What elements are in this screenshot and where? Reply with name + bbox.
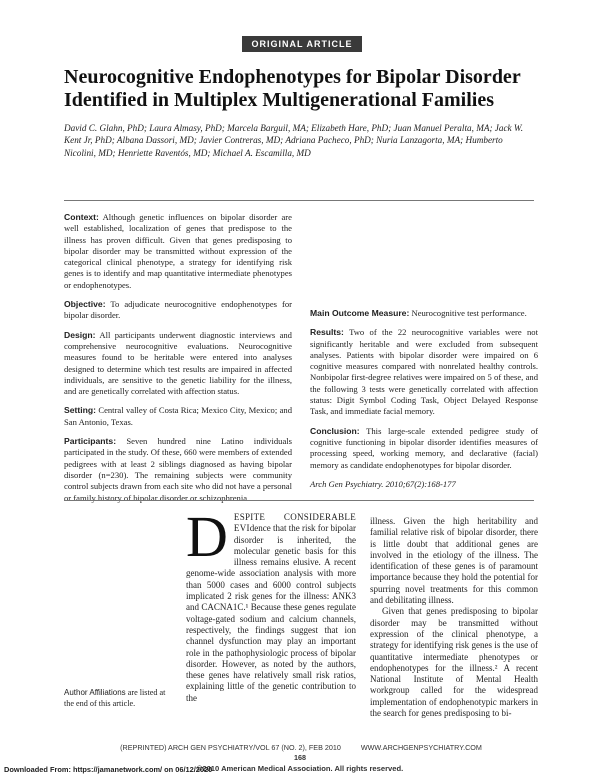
abstract-context-head: Context: bbox=[64, 212, 99, 222]
abstract-bottom-rule bbox=[64, 500, 534, 501]
abstract-participants-text: Seven hundred nine Latino individuals participated in the study. Of these, 660 were members of extended pedigrees with at least 2 siblings diagnosed as having bipolar disorder (n=230). The remaining subjects were community control subjects drawn from each site who did not have a personal or family history of bipolar disorder or schizophrenia. bbox=[64, 436, 292, 503]
author-list: David C. Glahn, PhD; Laura Almasy, PhD; Marcela Barguil, MA; Elizabeth Hare, PhD; Juan Manuel Peralta, MA; Jack W. Kent Jr, PhD; Albana Dassori, MD; Javier Contreras, MD; Adriana Pacheco, PhD; Nuria Lanzagorta, MA; Humberto Nicolini, MD; Henriette Raventós, MD; Michael A. Escamilla, MD bbox=[64, 123, 524, 158]
body-column-1 bbox=[186, 504, 357, 704]
abstract-objective-text: To adjudicate neurocognitive endophenotypes for bipolar disorder. bbox=[64, 299, 292, 321]
abstract-top-rule bbox=[64, 200, 534, 201]
author-affiliations-text: are listed at the end of this article. bbox=[64, 688, 166, 708]
abstract-right-column bbox=[310, 212, 538, 498]
abstract-context bbox=[64, 212, 292, 291]
download-stamp: Downloaded From: https://jamanetwork.com/ on 06/12/2020 bbox=[4, 765, 213, 774]
body-col1-text: dence that the risk for bipolar disorder is inherited, the molecular genetic basis for this illness remains elusive. A recent genome-wide association analysis with more than 5000 cases and 6000 control subjects implicated 2 risk genes for the illness: ANK3 and CACNA1C.¹ Because these genes regulate voltage-gated sodium and calcium channels, respectively, the findings suggest that ion channel dysfunction may play an important role in the pathophysiologic process of bipolar disorder. However, as noted by the authors, these genes have relatively small risk ratios, explaining little of the genetic contribution to the bbox=[186, 523, 357, 703]
abstract-objective bbox=[64, 299, 292, 322]
body-opening-paragraph bbox=[186, 504, 357, 704]
article-type-label: ORIGINAL ARTICLE bbox=[242, 36, 362, 52]
abstract-outcome-head: Main Outcome Measure: bbox=[310, 308, 410, 318]
abstract-participants bbox=[64, 436, 292, 504]
abstract-results-text: Two of the 22 neurocognitive variables were not significantly heritable and were excluded from subsequent analyses. Patients with bipolar disorder were impaired on 6 cognitive measures compared with nonrelated healthy controls. Nonbipolar first-degree relatives were impaired on 5 of these, and the following 3 tests were genetically correlated with affection status: Digit Symbol Coding Task, Object Delayed Response Task, and immediate facial memory. bbox=[310, 327, 538, 417]
abstract-context-text: Although genetic influences on bipolar disorder are well established, localization of genes that predispose to the illness has proven difficult. Given that genes predisposing to bipolar disorder may be transmitted without expression of the categorical clinical phenotype, a strategy for identifying risk genes is to identify and map quantitative intermediate phenotypes or endophenotypes. bbox=[64, 212, 292, 290]
abstract-setting bbox=[64, 405, 292, 428]
article-title: Neurocognitive Endophenotypes for Bipolar Disorder Identified in Multiplex Multigenerational Families bbox=[64, 66, 521, 111]
abstract-results bbox=[310, 327, 538, 417]
abstract-results-head: Results: bbox=[310, 327, 344, 338]
abstract-design bbox=[64, 330, 292, 398]
abstract-setting-head: Setting: bbox=[64, 405, 96, 416]
copyright-line: ©2010 American Medical Association. All rights reserved. bbox=[196, 764, 404, 773]
abstract-citation: Arch Gen Psychiatry. 2010;67(2):168-177 bbox=[310, 478, 456, 489]
abstract-participants-head: Participants: bbox=[64, 436, 117, 447]
lead-smallcaps: ESPITE CONSIDERABLE EVI bbox=[233, 512, 356, 534]
abstract-design-head: Design: bbox=[64, 329, 96, 340]
abstract-left-column bbox=[64, 212, 292, 504]
abstract-conclusion-head: Conclusion: bbox=[310, 425, 360, 436]
body-column-2 bbox=[370, 516, 538, 719]
abstract-conclusion-text: This large-scale extended pedigree study of cognitive functioning in bipolar disorder identifies measures of processing speed, working memory, and declarative (facial) memory as candidate endophenotypes for bipolar disorder. bbox=[310, 425, 538, 470]
author-affiliations-note bbox=[64, 688, 174, 709]
abstract-objective-head: Objective: bbox=[64, 299, 106, 310]
abstract-outcome-text: Neurocognitive test performance. bbox=[411, 308, 527, 318]
abstract-setting-text: Central valley of Costa Rica; Mexico City, Mexico; and San Antonio, Texas. bbox=[64, 405, 292, 427]
running-footer: (REPRINTED) ARCH GEN PSYCHIATRY/VOL 67 (NO. 2), FEB 2010 WWW.ARCHGENPSYCHIATRY.COM bbox=[120, 743, 482, 752]
body-col2-paragraph-1: illness. Given the high heritability and familial relative risk of bipolar disorder, there is little doubt that additional genes are involved in the etiology of the illness. The identification of these genes is of paramount importance because they hold the potential for spurring novel treatments for this common and debilitating illness. bbox=[370, 516, 538, 606]
author-affiliations-head: Author Affiliations bbox=[64, 688, 126, 697]
abstract-outcome bbox=[310, 308, 538, 319]
page-number: 168 bbox=[294, 753, 306, 762]
body-col2-paragraph-2: Given that genes predisposing to bipolar disorder may be transmitted without expression of the clinical phenotype, a strategy for identifying risk genes is the use of quantitative intermediate phenotypes or endophenotypes for the illness.² A recent National Institute of Mental Health workgroup called for the widespread implementation of endophenotypic markers in the search for genes predisposing to bi- bbox=[370, 606, 538, 719]
abstract-design-text: All participants underwent diagnostic interviews and comprehensive neurocognitive evaluations. Neurocognitive measures found to be heritable were entered into analyses designed to determine which test results are impaired in affected individuals, are sensitive to the genetic liability for the illness, and are genetically correlated with affection status. bbox=[64, 329, 292, 397]
abstract-conclusion bbox=[310, 426, 538, 471]
drop-cap: D bbox=[186, 504, 228, 569]
